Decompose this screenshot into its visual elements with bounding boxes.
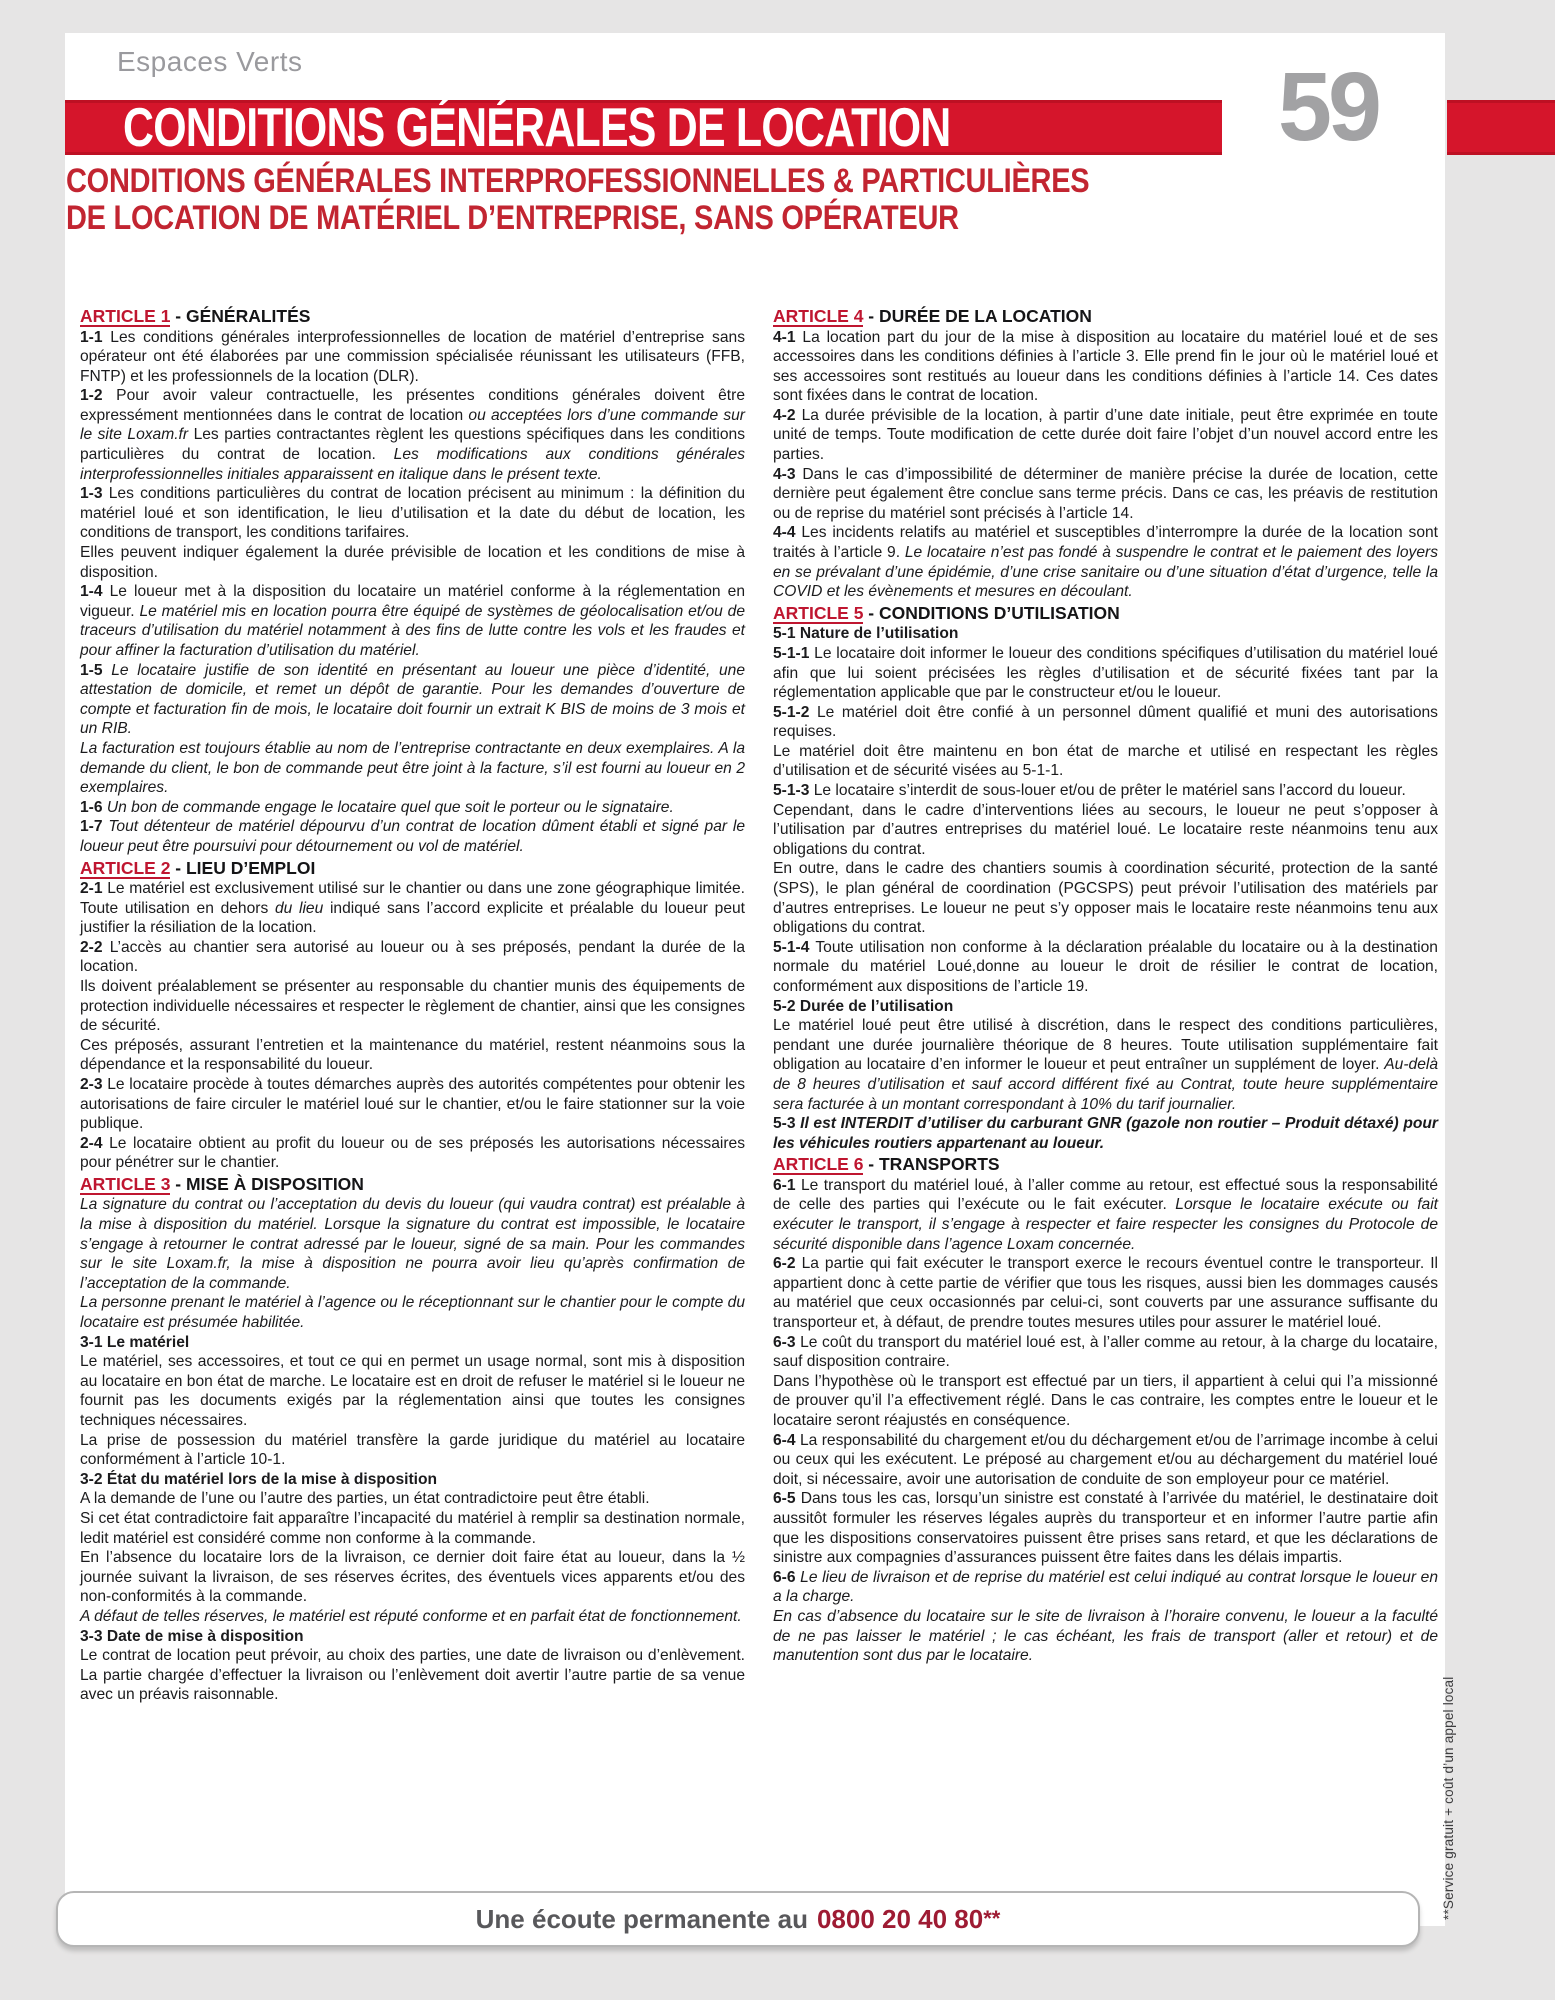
- text-run: 2-2: [80, 938, 110, 956]
- paragraph: [773, 781, 1438, 801]
- paragraph: [773, 1372, 1438, 1431]
- paragraph: [773, 742, 1438, 781]
- text-run: Dans l’hypothèse où le transport est effectué par un tiers, il appartient à celui qui l’a missionné de prouver qu’il l’a effectivement réglé. Dans le cas contraire, les comptes entre le loueur et le locataire seront réajustés en conséquence.: [773, 1372, 1438, 1429]
- right-column: [773, 305, 1438, 1705]
- text-run: du lieu: [274, 899, 324, 917]
- article-heading: [80, 306, 745, 328]
- paragraph: [80, 582, 745, 660]
- paragraph: [80, 977, 745, 1036]
- section-label: Espaces Verts: [117, 46, 303, 77]
- text-run: 5-1-4: [773, 938, 816, 956]
- text-run: Le locataire doit informer le loueur des conditions spécifiques d’utilisation du matériel loué afin que lui soient précisées les règles d’utilisation et de sécurité fixées tant par la réglementation applicable que par le constructeur et/ou le loueur.: [773, 644, 1438, 702]
- text-run: Le locataire n’est pas fondé à suspendre le contrat et le paiement des loyers en se prévalant d’une épidémie, d’une crise sanitaire ou d’une situation d’état d’urgence, telle la COVID et les évènements et mesures en découlant.: [773, 544, 1438, 601]
- text-run: En l’absence du locataire lors de la livraison, ce dernier doit faire état au loueur, dans la ½ journée suivant la livraison, de ses réserves écrites, des éventuels vices apparents et/ou des non-conformités à la commande.: [80, 1549, 745, 1606]
- text-run: 2-3: [80, 1075, 108, 1093]
- text-run: 4-1: [773, 328, 803, 346]
- text-run: indiqué sans l’accord explicite et préalable du loueur peut justifier la résiliation de la location.: [80, 899, 745, 937]
- paragraph: [773, 1176, 1438, 1254]
- text-run: Les parties contractantes règlent les questions spécifiques dans les conditions particulières du contrat de location.: [80, 426, 746, 464]
- text-run: Il est INTERDIT d’utiliser du carburant GNR (gazole non routier – Produit détaxé) pour les véhicules routiers appartenant au loueur.: [773, 1115, 1438, 1152]
- text-run: Lorsque le locataire exécute ou fait exécuter le transport, il s’engage à respecter et faire respecter les consignes du Protocole de sécurité disponible dans l’agence Loxam concernée.: [773, 1196, 1438, 1253]
- sub-heading: 3-2 État du matériel lors de la mise à disposition: [80, 1470, 438, 1488]
- text-run: Un bon de commande engage le locataire quel que soit le porteur ou le signataire.: [106, 798, 674, 816]
- text-run: La partie qui fait exécuter le transport exerce le recours éventuel contre le transporteur. Il appartient donc à cette partie de vérifier que tous les risques, aussi bien les dommages causés au matériel que ceux occasionnés par celui-ci, sont couverts par une assurance suffisante du transporteur et, à défaut, de prendre toutes mesures utiles pour assurer le matériel loué.: [773, 1255, 1438, 1331]
- conditions-body: [80, 305, 1438, 1705]
- text-run: 1-1: [80, 328, 111, 346]
- article-heading: [773, 603, 1438, 625]
- paragraph: [80, 484, 745, 543]
- text-run: La facturation est toujours établie au nom de l’entreprise contractante en deux exemplaires. A la demande du client, le bon de commande peut être joint à la facture, s’il est fourni au loueur en 2 exemplaires.: [80, 739, 745, 797]
- text-run: Si cet état contradictoire fait apparaître l’incapacité du matériel à remplir sa destination normale, ledit matériel est considéré comme non conforme à la commande.: [80, 1509, 745, 1547]
- paragraph: [773, 1607, 1438, 1666]
- text-run: Le loueur met à la disposition du locataire un matériel conforme à la réglementation en vigueur.: [80, 583, 745, 620]
- text-run: La responsabilité du chargement et/ou du déchargement et/ou de l’arrimage incombe à celui ou ceux qui les exécutent. Le préposé au chargement et/ou au déchargement du matériel loué doit, si nécessaire, avoir une autorisation de conduite de son employeur pour ce matériel.: [773, 1431, 1438, 1488]
- text-run: 5-1-3: [773, 782, 814, 800]
- paragraph: [80, 879, 745, 938]
- paragraph: [773, 1489, 1438, 1567]
- text-run: Dans tous les cas, lorsqu’un sinistre est constaté à l’arrivée du matériel, le destinataire doit aussitôt formuler les réserves légales auprès du transporteur et en informer l’autre partie afin que les dispositions conservatoires puissent être prises sans retard, et que les déclarations de sinistre aux compagnies d’assurances puissent être faites dans les délais impartis.: [773, 1490, 1438, 1567]
- text-run: Le locataire procède à toutes démarches auprès des autorités compétentes pour obtenir les autorisations de faire circuler le matériel loué sur le chantier, et/ou le faire stationner sur la voie publique.: [80, 1075, 745, 1133]
- article-title: - CONDITIONS D’UTILISATION: [863, 602, 1120, 623]
- article-title: - LIEU D’EMPLOI: [170, 857, 316, 878]
- article-number: ARTICLE 6: [773, 1154, 864, 1175]
- text-run: 1-3: [80, 485, 109, 503]
- text-run: La prise de possession du matériel transfère la garde juridique du matériel au locataire conformément à l’article 10-1.: [80, 1431, 745, 1469]
- paragraph: [80, 1509, 745, 1548]
- paragraph: [80, 1195, 745, 1293]
- text-run: 6-1: [773, 1176, 801, 1194]
- paragraph: [80, 386, 745, 484]
- text-run: 4-3: [773, 465, 803, 483]
- paragraph: [773, 938, 1438, 997]
- text-run: 4-4: [773, 524, 802, 542]
- text-run: Dans le cas d’impossibilité de déterminer de manière précise la durée de location, cette dernière peut également être conclue sans terme précis. Dans ce cas, les préavis de restitution ou de reprise du matériel sont précisés à l’article 14.: [773, 465, 1438, 522]
- paragraph: [773, 859, 1438, 937]
- text-run: 1-7: [80, 818, 109, 836]
- text-run: L’accès au chantier sera autorisé au loueur ou à ses préposés, pendant la durée de la location.: [80, 938, 745, 976]
- page-title-banner: [65, 96, 1222, 158]
- text-run: 6-5: [773, 1490, 801, 1508]
- text-run: 5-3: [773, 1115, 801, 1133]
- paragraph: [80, 1548, 745, 1607]
- text-run: La location part du jour de la mise à disposition au locataire du matériel loué et de ses accessoires dans les conditions définies à l’article 3. Elle prend fin le jour où le matériel loué et ses accessoires sont restitués au loueur dans les conditions définies à l’article 14. Ces dates sont fixées dans le contrat de location.: [773, 328, 1438, 405]
- paragraph: [773, 1568, 1438, 1607]
- text-run: A la demande de l’une ou l’autre des parties, un état contradictoire peut être établi.: [80, 1490, 650, 1508]
- paragraph: [80, 938, 745, 977]
- text-run: La durée prévisible de la location, à partir d’une date initiale, peut être exprimée en toute unité de temps. Toute modification de cette durée doit faire l’objet d’un nouvel accord entre les parties.: [773, 406, 1439, 464]
- paragraph: [773, 1333, 1438, 1372]
- text-run: En cas d’absence du locataire sur le site de livraison à l’horaire convenu, le loueur a la faculté de ne pas laisser le matériel ; le cas échéant, les frais de transport (aller et retour) et de manutention sont dus par le locataire.: [773, 1607, 1438, 1665]
- left-column: [80, 305, 745, 1705]
- text-run: En outre, dans le cadre des chantiers soumis à coordination sécurité, protection de la santé (SPS), le plan général de coordination (PGCSPS) peut prévoir l’utilisation des matériels par d’autres entreprises. Le loueur ne peut s’y opposer mais le locataire reste néanmoins tenu aux obligations du contrat.: [773, 860, 1438, 937]
- text-run: Le matériel doit être maintenu en bon état de marche et utilisé en respectant les règles d’utilisation et de sécurité visées au 5-1-1.: [773, 742, 1438, 780]
- paragraph: [773, 1254, 1438, 1332]
- article-number: ARTICLE 4: [773, 306, 864, 326]
- text-run: ou acceptées lors d’une commande sur le site Loxam.fr: [80, 406, 745, 444]
- banner-right-segment: [1447, 100, 1555, 155]
- hotline-asterisks: **: [983, 1906, 1001, 1931]
- hotline-banner: [56, 1891, 1420, 1947]
- text-run: La signature du contrat ou l’acceptation du devis du loueur (qui vaudra contrat) est préalable à la mise à disposition du matériel. Lorsque la signature du contrat est impossible, le locataire s’engage à retourner le contrat adressé par le loueur, signé de sa main. Pour les commandes sur le site Loxam.fr, la mise à disposition ne pourra avoir lieu qu’après confirmation de l’acceptation de la commande.: [80, 1196, 745, 1292]
- footnote-service-cost: **Service gratuit + coût d’un appel local: [1441, 1676, 1456, 1920]
- article-number: ARTICLE 3: [80, 1173, 171, 1194]
- text-run: Elles peuvent indiquer également la durée prévisible de location et les conditions de mise à disposition.: [80, 544, 745, 581]
- paragraph: [80, 543, 745, 582]
- text-run: Le contrat de location peut prévoir, au choix des parties, une date de livraison ou d’enlèvement. La partie chargée d’effectuer la livraison ou l’enlèvement doit avertir l’autre partie de sa venue avec un préavis raisonnable.: [80, 1647, 745, 1704]
- paragraph: [80, 1431, 745, 1470]
- sub-heading: 3-1 Le matériel: [80, 1333, 190, 1351]
- paragraph: [80, 798, 745, 818]
- article-number: ARTICLE 5: [773, 602, 864, 623]
- text-run: 1-5: [80, 661, 112, 679]
- text-run: Le matériel est exclusivement utilisé sur le chantier ou dans une zone géographique limitée. Toute utilisation en dehors: [80, 880, 745, 917]
- text-run: Les conditions particulières du contrat de location précisent au minimum : la définition du matériel loué et son identification, le lieu d’utilisation et la date du début de location, les conditions de transport, les conditions tarifaires.: [80, 485, 745, 542]
- text-run: Les modifications aux conditions générales interprofessionnelles initiales apparaissent en italique dans le présent texte.: [80, 446, 745, 483]
- paragraph: [80, 817, 745, 856]
- paragraph: [80, 739, 745, 798]
- text-run: 2-1: [80, 880, 108, 898]
- paragraph: [773, 1114, 1438, 1153]
- text-run: 1-4: [80, 583, 110, 601]
- text-run: 1-6: [80, 798, 107, 816]
- paragraph: [773, 406, 1438, 465]
- paragraph: [80, 1134, 745, 1173]
- text-run: Le lieu de livraison et de reprise du matériel est celui indiqué au contrat lorsque le loueur en a la charge.: [773, 1568, 1438, 1606]
- text-run: Pour avoir valeur contractuelle, les présentes conditions générales doivent être expressément mentionnées dans le contrat de location: [80, 387, 745, 424]
- text-run: 5-1-2: [773, 703, 817, 721]
- paragraph: [80, 1293, 745, 1332]
- text-run: 6-3: [773, 1333, 801, 1351]
- paragraph: [80, 1489, 745, 1509]
- text-run: 6-2: [773, 1255, 802, 1273]
- text-run: Le coût du transport du matériel loué est, à l’aller comme au retour, à la charge du locataire, sauf disposition contraire.: [773, 1333, 1438, 1371]
- paragraph: [773, 801, 1438, 860]
- document-title: [66, 163, 1486, 237]
- hotline-phone-number: 0800 20 40 80: [816, 1903, 984, 1934]
- sub-heading: 5-1 Nature de l’utilisation: [773, 625, 959, 643]
- paragraph: [773, 1016, 1438, 1114]
- sub-heading: 5-2 Durée de l’utilisation: [773, 997, 954, 1015]
- document-title-line2: DE LOCATION DE MATÉRIEL D’ENTREPRISE, SANS OPÉRATEUR: [66, 199, 959, 237]
- paragraph: [80, 1607, 745, 1627]
- text-run: Le matériel loué peut être utilisé à discrétion, dans le respect des conditions particulières, pendant une durée journalière théorique de 8 heures. Toute utilisation supplémentaire fait obligation au locataire d’en informer le loueur et peut entraîner un supplément de loyer.: [773, 1017, 1438, 1074]
- text-run: 6-4: [773, 1431, 800, 1449]
- paragraph: [773, 644, 1438, 703]
- paragraph: [80, 1646, 745, 1705]
- article-number: ARTICLE 1: [80, 306, 171, 326]
- text-run: Le locataire obtient au profit du loueur ou de ses préposés les autorisations nécessaires pour pénétrer sur le chantier.: [80, 1134, 745, 1172]
- sub-heading: 3-3 Date de mise à disposition: [80, 1627, 304, 1645]
- text-run: Le locataire s’interdit de sous-louer et/ou de prêter le matériel sans l’accord du loueur.: [813, 782, 1406, 800]
- text-run: 1-2: [80, 387, 117, 405]
- document-title-line1: CONDITIONS GÉNÉRALES INTERPROFESSIONNELLES & PARTICULIÈRES: [66, 162, 1090, 200]
- article-title: - TRANSPORTS: [863, 1154, 1000, 1175]
- paragraph: [773, 1431, 1438, 1490]
- paragraph: [80, 1036, 745, 1075]
- text-run: Ces préposés, assurant l’entretien et la maintenance du matériel, restent néanmoins sous la dépendance et la responsabilité du loueur.: [80, 1036, 745, 1074]
- article-heading: [80, 858, 745, 880]
- paragraph: [773, 328, 1438, 406]
- text-run: Cependant, dans le cadre d’interventions liées au secours, le loueur ne peut s’opposer à l’utilisation par d’autres entreprises du matériel loué. Le locataire reste néanmoins tenu aux obligations du contrat.: [773, 801, 1438, 858]
- page-title: CONDITIONS GÉNÉRALES DE LOCATION: [123, 96, 951, 158]
- article-heading: [773, 1154, 1438, 1176]
- text-run: A défaut de telles réserves, le matériel est réputé conforme et en parfait état de fonctionnement.: [80, 1607, 742, 1625]
- paragraph: [773, 523, 1438, 601]
- text-run: 6-6: [773, 1568, 801, 1586]
- paragraph: [773, 703, 1438, 742]
- article-number: ARTICLE 2: [80, 857, 171, 878]
- paragraph: [80, 328, 745, 387]
- article-title: - DURÉE DE LA LOCATION: [863, 306, 1092, 326]
- text-run: Le locataire justifie de son identité en présentant au loueur une pièce d’identité, une attestation de domicile, et remet un dépôt de garantie. Pour les demandes d’ouverture de compte et facturation fin de mois, le locataire doit fournir un extrait K BIS de moins de 3 mois et un RIB.: [80, 661, 746, 738]
- article-heading: [80, 1174, 745, 1196]
- article-title: - MISE À DISPOSITION: [170, 1173, 364, 1194]
- text-run: Ils doivent préalablement se présenter au responsable du chantier munis des équipements de protection individuelle nécessaires et respecter le règlement de chantier, ainsi que les consignes de sécurité.: [80, 978, 745, 1035]
- text-run: Toute utilisation non conforme à la déclaration préalable du locataire ou à la destination normale du matériel Loué,donne au loueur le droit de résilier le contrat de location, conformément aux dispositions de l’article 19.: [773, 938, 1438, 995]
- text-run: Les incidents relatifs au matériel et susceptibles d’interrompre la durée de la location sont traités à l’article 9.: [773, 524, 1438, 562]
- text-run: 4-2: [773, 406, 802, 424]
- text-run: Les conditions générales interprofessionnelles de location de matériel d’entreprise sans opérateur ont été élaborées par une commission spécialisée réunissant les utilisateurs (FFB, FNTP) et les professionnels de la location (DLR).: [80, 328, 745, 385]
- text-run: Le transport du matériel loué, à l’aller comme au retour, est effectué sous la responsabilité de celle des parties qui l’exécute ou le fait exécuter.: [773, 1176, 1438, 1214]
- paragraph: [80, 661, 745, 739]
- hotline-label: Une écoute permanente au: [475, 1903, 808, 1934]
- article-title: - GÉNÉRALITÉS: [170, 306, 311, 326]
- paragraph: [80, 1075, 745, 1134]
- text-run: Le matériel doit être confié à un personnel dûment qualifié et muni des autorisations requises.: [773, 703, 1438, 741]
- text-run: Tout détenteur de matériel dépourvu d’un contrat de location dûment établi et signé par le loueur peut être poursuivi pour détournement ou vol de matériel.: [80, 818, 745, 855]
- text-run: La personne prenant le matériel à l’agence ou le réceptionnant sur le chantier pour le compte du locataire est présumée habilitée.: [80, 1294, 745, 1331]
- paragraph: [773, 465, 1438, 524]
- text-run: Au-delà de 8 heures d’utilisation et sauf accord différent fixé au Contrat, toute heure supplémentaire sera facturée à un montant correspondant à 10% du tarif journalier.: [773, 1056, 1438, 1113]
- text-run: Le matériel, ses accessoires, et tout ce qui en permet un usage normal, sont mis à disposition au locataire en bon état de marche. Le locataire est en droit de refuser le matériel si le loueur ne fournit pas les documents exigés par la réglementation ainsi que toutes les consignes techniques nécessaires.: [80, 1353, 745, 1429]
- page-number: 59: [1278, 52, 1378, 161]
- text-run: 5-1-1: [773, 644, 815, 662]
- text-run: 2-4: [80, 1134, 110, 1152]
- article-heading: [773, 306, 1438, 328]
- text-run: Le matériel mis en location pourra être équipé de systèmes de géolocalisation et/ou de traceurs d’utilisation du matériel notamment à des fins de lutte contre les vols et les fraudes et pour affiner la facturation d’utilisation du matériel.: [80, 602, 745, 659]
- paragraph: [80, 1352, 745, 1430]
